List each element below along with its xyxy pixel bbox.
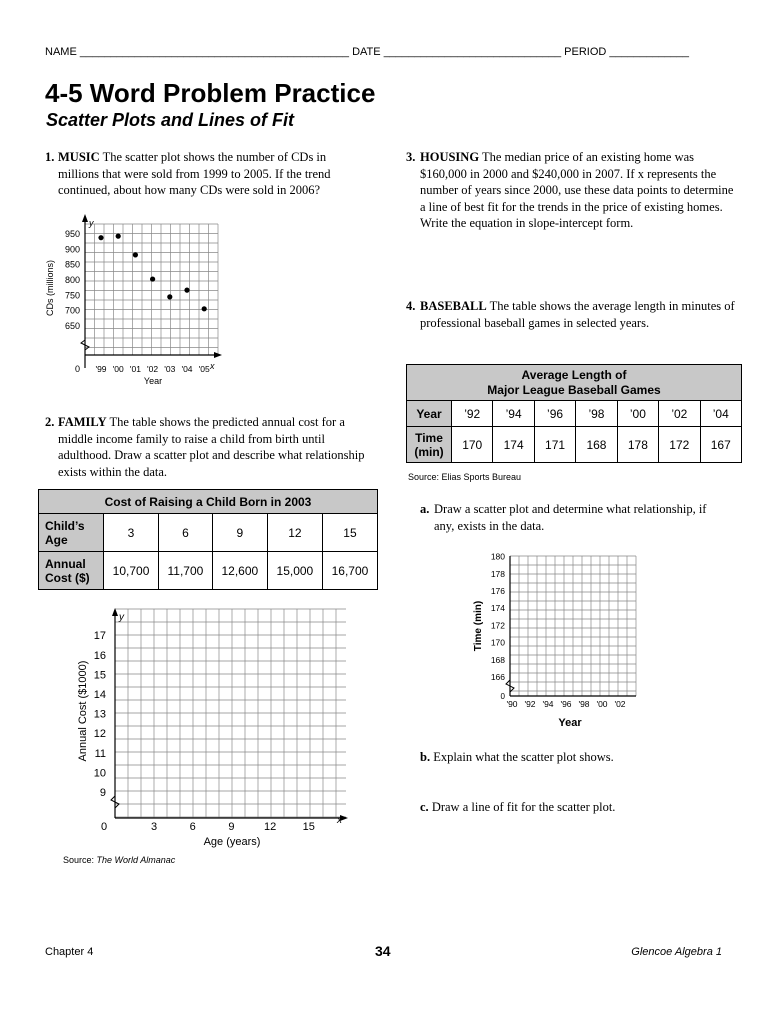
table-cell: 174 — [493, 427, 534, 463]
chart1-y-tick-label: 850 — [64, 259, 80, 270]
problem-3-text: The median price of an existing home was $160,000 in 2000 and $240,000 in 2007. If x represents the number of years since 2000, use these data points to determine a line of best fit for the trends in the price of existing homes. Write the equation in slope-intercept form. — [420, 150, 734, 230]
table2-caption: Cost of Raising a Child Born in 2003 — [39, 490, 378, 514]
name-label: NAME — [45, 46, 77, 58]
part-c — [420, 799, 720, 816]
table4-row1-header: Year — [407, 401, 452, 427]
chart2-x-tick-label: 6 — [189, 821, 196, 833]
chart1-data-point — [133, 252, 138, 257]
chart4-x-tick-label: '94 — [542, 699, 554, 709]
chart4-y-tick-label: 180 — [490, 551, 505, 562]
chart1-x-tick-label: '00 — [112, 364, 124, 374]
chart1-y-tick-label: 900 — [64, 244, 80, 255]
chart1-y-tick-label: 650 — [64, 321, 80, 331]
problem-4-text: The table shows the average length in minutes of professional baseball games in selected years. — [420, 299, 735, 330]
table2-row2-header: Annual Cost ($) — [39, 552, 104, 590]
chart1-y-title: CDs (millions) — [45, 260, 55, 316]
page-subtitle: Scatter Plots and Lines of Fit — [46, 110, 295, 130]
problem-4 — [406, 298, 738, 331]
chart2-y-letter: y — [119, 612, 124, 623]
page-title: 4-5 Word Problem Practice — [45, 78, 376, 108]
table2-row1-header: Child’s Age — [39, 514, 104, 552]
chart1-x-tick-label: '01 — [129, 364, 141, 374]
chart1-y-letter: y — [89, 218, 94, 228]
chart2-y-tick-label: 15 — [93, 669, 106, 682]
chart1-data-point — [116, 234, 121, 239]
table-cell: 16,700 — [322, 552, 377, 590]
chart1-x-title: Year — [143, 376, 163, 386]
student-info-header — [45, 46, 725, 58]
chart2-y-tick-label: 11 — [94, 747, 106, 760]
chart2-source-label: Source: — [63, 855, 95, 865]
footer-book-title: Glencoe Algebra 1 — [631, 946, 722, 958]
chart4-x-tick-label: '02 — [614, 699, 626, 709]
chart2-x-tick-label: 12 — [263, 821, 277, 833]
chart4-x-tick-label: '90 — [506, 699, 518, 709]
part-c-text: Draw a line of fit for the scatter plot. — [431, 800, 616, 814]
period-blank[interactable]: _____________ — [609, 46, 689, 58]
chart2-y-tick-label: 12 — [93, 728, 106, 741]
problem-2-text: The table shows the predicted annual cost for a middle income family to raise a child from birth until adulthood. Draw a scatter plot and describe what relationship exists within the data. — [58, 415, 365, 479]
part-c-letter: c. — [420, 800, 429, 814]
chart4-y-title: Time (min) — [473, 600, 484, 652]
part-a-text: Draw a scatter plot and determine what relationship, if any, exists in the data. — [434, 502, 707, 533]
table-cell: ’92 — [452, 401, 493, 427]
chart4-y-tick-label: 172 — [490, 620, 505, 631]
footer-page-number: 34 — [375, 943, 391, 959]
chart1-x-letter: x — [210, 361, 215, 371]
chart2-y-tick-label: 9 — [99, 787, 106, 799]
period-label: PERIOD — [564, 46, 607, 58]
problem-1-label: MUSIC — [58, 150, 100, 164]
problem-3 — [406, 149, 738, 232]
chart4-x-tick-label: '00 — [596, 699, 608, 709]
chart2-source-name: The World Almanac — [96, 855, 176, 865]
chart1-y-tick-label: 700 — [64, 305, 80, 316]
table-cell: 6 — [159, 514, 213, 552]
chart1-data-point — [150, 276, 155, 281]
chart2-x-letter: x — [337, 815, 342, 826]
chart1-data-point — [167, 294, 172, 299]
table-cell: 3 — [104, 514, 159, 552]
table4-row2-header-line1: Time — [415, 430, 443, 445]
chart4-x-tick-label: '98 — [578, 699, 590, 709]
chart4-y-tick-label: 178 — [490, 568, 505, 579]
chart1-data-point — [184, 288, 189, 293]
baseball-blank-grid[interactable] — [466, 546, 646, 736]
table-cell: 15,000 — [267, 552, 322, 590]
child-cost-blank-grid[interactable] — [70, 604, 360, 854]
chart2-y-tick-label: 16 — [93, 649, 106, 662]
part-a-letter: a. — [420, 502, 430, 516]
table-cell: 178 — [617, 427, 658, 463]
chart2-y-tick-label: 13 — [93, 708, 106, 721]
chart4-y-tick-label: 166 — [490, 672, 505, 682]
footer-chapter: Chapter 4 — [45, 946, 94, 958]
problem-2 — [45, 414, 370, 480]
problem-1-text: The scatter plot shows the number of CDs in millions that were sold from 1999 to 2005. If the trend continued, about how many CDs were sold in 2006? — [58, 150, 331, 197]
chart4-x-title: Year — [558, 717, 582, 729]
table-cell: ’94 — [493, 401, 534, 427]
chart1-y-tick-label: 750 — [64, 290, 80, 301]
table-cell: ’00 — [617, 401, 658, 427]
table4-row2-header — [407, 427, 452, 463]
table-cell: ’02 — [659, 401, 700, 427]
table-cell: 12 — [267, 514, 322, 552]
chart1-grid — [85, 224, 218, 355]
table-cell: ’98 — [576, 401, 617, 427]
chart4-x-tick-label: '92 — [524, 699, 536, 709]
table-cell: 12,600 — [212, 552, 267, 590]
chart2-y-tick-label: 17 — [93, 630, 106, 643]
chart1-x-tick-label: '04 — [181, 364, 193, 374]
table-cell: 170 — [452, 427, 493, 463]
chart1-x-tick-label: '99 — [95, 364, 107, 374]
part-b-text: Explain what the scatter plot shows. — [433, 750, 614, 764]
chart4-origin-label: 0 — [500, 692, 505, 701]
chart4-y-tick-label: 168 — [490, 654, 505, 665]
table-cell: 171 — [534, 427, 575, 463]
chart2-y-title: Annual Cost ($1000) — [77, 660, 89, 762]
table4-caption — [407, 365, 742, 401]
chart4-y-tick-label: 176 — [490, 586, 505, 596]
chart1-y-tick-label: 950 — [64, 229, 80, 239]
table-cell: 168 — [576, 427, 617, 463]
chart2-x-tick-label: 0 — [100, 821, 108, 833]
chart2-y-tick-label: 14 — [93, 689, 106, 701]
chart1-data-point — [98, 235, 103, 240]
part-b — [420, 749, 720, 766]
chart4-x-tick-label: '96 — [560, 699, 572, 709]
chart2-x-tick-label: 9 — [228, 821, 235, 833]
chart1-y-arrow — [82, 214, 88, 222]
chart2-x-title: Age (years) — [203, 836, 261, 848]
problem-1-number: 1. — [45, 150, 55, 164]
baseball-table — [406, 364, 742, 463]
problem-2-number: 2. — [45, 415, 55, 429]
chart1-x-tick-label: '02 — [147, 364, 159, 374]
chart2-x-tick-label: 15 — [302, 821, 315, 833]
table4-caption-line1: Average Length of — [521, 367, 627, 382]
chart2-x-tick-label: 3 — [150, 821, 158, 833]
chart2-y-tick-label: 10 — [93, 767, 106, 780]
name-blank[interactable]: ____________________________________________ — [79, 46, 350, 58]
date-label: DATE — [352, 46, 381, 58]
chart1-origin-label: 0 — [75, 364, 81, 374]
problem-1 — [45, 149, 370, 199]
chart2-source — [63, 855, 175, 865]
chart1-x-tick-label: '05 — [198, 364, 210, 374]
table4-source: Source: Elias Sports Bureau — [408, 472, 522, 482]
problem-4-label: BASEBALL — [420, 299, 487, 313]
chart4-y-tick-label: 170 — [490, 637, 505, 648]
table4-row2-header-line2: (min) — [414, 444, 444, 459]
problem-3-label: HOUSING — [420, 150, 480, 164]
table-cell: 167 — [700, 427, 741, 463]
chart1-data-point — [202, 306, 207, 311]
chart4-y-tick-label: 174 — [490, 603, 505, 614]
table-cell: 10,700 — [104, 552, 159, 590]
chart1-y-tick-label: 800 — [64, 275, 80, 285]
cd-sales-scatter-chart — [40, 212, 230, 392]
part-a — [420, 501, 720, 534]
table-cell: ’96 — [534, 401, 575, 427]
table-cell: 172 — [659, 427, 700, 463]
table4-caption-line2: Major League Baseball Games — [487, 382, 661, 397]
child-cost-table — [38, 489, 378, 590]
problem-2-label: FAMILY — [58, 415, 107, 429]
table-cell: 11,700 — [159, 552, 213, 590]
table-cell: 15 — [322, 514, 377, 552]
table-cell: ’04 — [700, 401, 741, 427]
problem-4-number: 4. — [406, 299, 416, 313]
table-cell: 9 — [212, 514, 267, 552]
part-b-letter: b. — [420, 750, 431, 764]
problem-3-number: 3. — [406, 150, 416, 164]
chart1-x-tick-label: '03 — [164, 364, 176, 374]
date-blank[interactable]: _____________________________ — [383, 46, 562, 58]
